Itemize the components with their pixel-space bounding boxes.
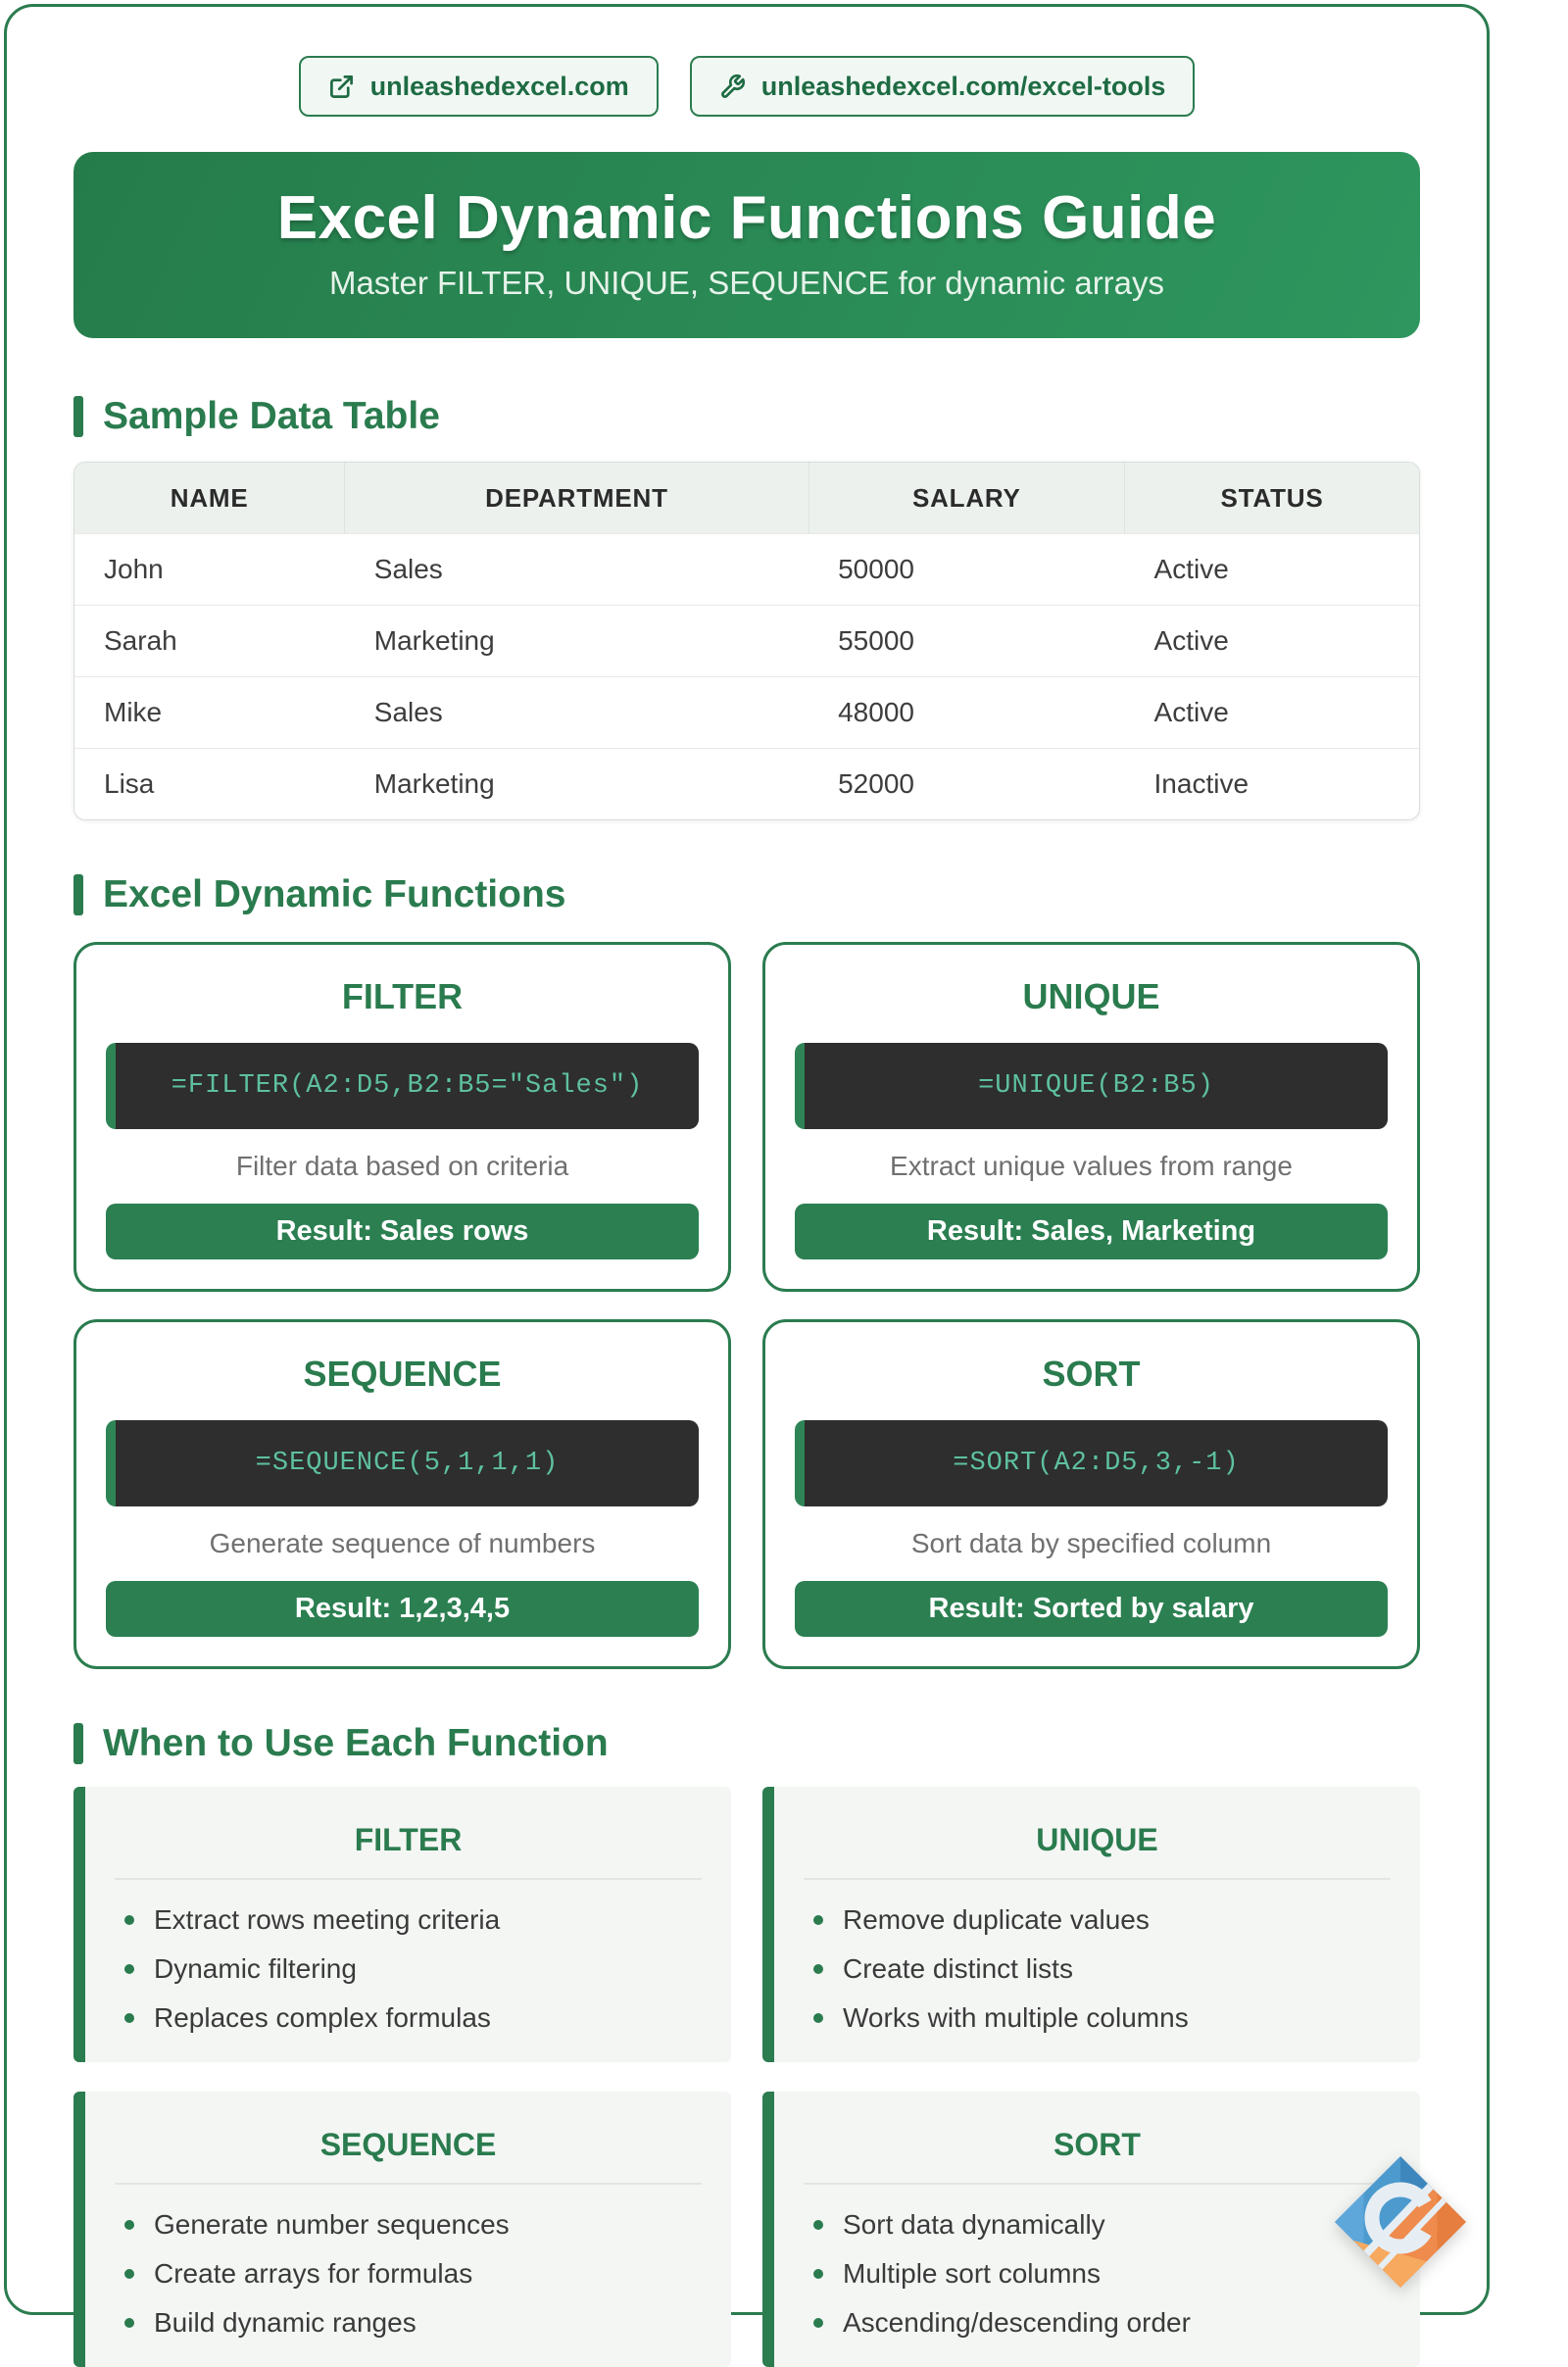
poster-border: [4, 4, 1490, 2338]
column-header-name: NAME: [74, 463, 345, 534]
cell-status: Active: [1125, 534, 1419, 606]
usage-point-list: [804, 1903, 1391, 2035]
result-badge: Result: Sales, Marketing: [795, 1204, 1388, 1259]
function-card-sort: [762, 1319, 1420, 1669]
usage-point: Remove duplicate values: [804, 1903, 1391, 1937]
cell-department: Sales: [345, 677, 808, 749]
table-row: [74, 606, 1419, 677]
formula-text: =UNIQUE(B2:B5): [978, 1071, 1214, 1101]
badge-row: [74, 56, 1420, 117]
function-cards-grid: [74, 942, 1420, 1669]
cell-name: Mike: [74, 677, 345, 749]
usage-point: Extract rows meeting criteria: [115, 1903, 702, 1937]
external-link-icon: [328, 74, 355, 100]
usage-point: Ascending/descending order: [804, 2306, 1391, 2340]
formula-code-block: [106, 1043, 699, 1129]
usage-point: Dynamic filtering: [115, 1952, 702, 1986]
divider: [115, 2183, 702, 2185]
cell-name: Sarah: [74, 606, 345, 677]
usage-point-list: [115, 1903, 702, 2035]
table-row: [74, 749, 1419, 820]
usage-card-sequence: [74, 2092, 731, 2367]
function-card-filter: [74, 942, 731, 1292]
logo-diamond: [1335, 2156, 1466, 2288]
formula-code-block: [795, 1420, 1388, 1506]
function-card-unique: [762, 942, 1420, 1292]
sample-data-heading-label: Sample Data Table: [103, 395, 440, 437]
function-card-title: UNIQUE: [1022, 976, 1160, 1016]
usage-point: Generate number sequences: [115, 2208, 702, 2242]
usage-card-title: SORT: [1054, 2127, 1141, 2162]
function-card-sequence: [74, 1319, 731, 1669]
cell-department: Marketing: [345, 606, 808, 677]
function-description: Filter data based on criteria: [235, 1151, 569, 1181]
column-header-status: STATUS: [1125, 463, 1419, 534]
cell-salary: 55000: [808, 606, 1124, 677]
usage-point-list: [115, 2208, 702, 2340]
formula-text: =FILTER(A2:D5,B2:B5="Sales"): [171, 1071, 644, 1101]
formula-code-block: [795, 1043, 1388, 1129]
heading-accent-bar: [74, 1723, 83, 1764]
usage-point: Sort data dynamically: [804, 2208, 1391, 2242]
cell-salary: 52000: [808, 749, 1124, 820]
cell-status: Active: [1125, 606, 1419, 677]
formula-code-block: [106, 1420, 699, 1506]
page-title: Excel Dynamic Functions Guide: [276, 184, 1217, 252]
result-badge: Result: Sorted by salary: [795, 1581, 1388, 1637]
divider: [115, 1878, 702, 1880]
formula-text: =SORT(A2:D5,3,-1): [953, 1449, 1240, 1478]
usage-card-filter: [74, 1787, 731, 2062]
usage-point: Replaces complex formulas: [115, 2001, 702, 2035]
cell-department: Marketing: [345, 749, 808, 820]
table-row: [74, 677, 1419, 749]
usage-heading: [74, 1720, 1420, 1767]
header-banner: [74, 152, 1420, 338]
website-badge-label: unleashedexcel.com: [369, 71, 629, 101]
divider: [804, 2183, 1391, 2185]
usage-point-list: [804, 2208, 1391, 2340]
usage-card-title: UNIQUE: [1036, 1822, 1158, 1857]
cell-salary: 50000: [808, 534, 1124, 606]
table-row: [74, 534, 1419, 606]
function-description: Generate sequence of numbers: [209, 1528, 596, 1558]
cell-salary: 48000: [808, 677, 1124, 749]
wrench-icon: [719, 74, 746, 100]
usage-cards-grid: [74, 1787, 1420, 2367]
sample-data-heading: [74, 393, 1420, 440]
cell-status: Active: [1125, 677, 1419, 749]
function-card-title: SORT: [1042, 1354, 1141, 1394]
usage-card-title: SEQUENCE: [319, 2127, 497, 2162]
column-header-department: DEPARTMENT: [345, 463, 808, 534]
unleashedexcel-logo: [1335, 2156, 1466, 2288]
usage-point: Create distinct lists: [804, 1952, 1391, 1986]
tools-badge-label: unleashedexcel.com/excel-tools: [760, 71, 1166, 101]
usage-point: Works with multiple columns: [804, 2001, 1391, 2035]
usage-point: Create arrays for formulas: [115, 2257, 702, 2291]
usage-point: Multiple sort columns: [804, 2257, 1391, 2291]
function-card-title: FILTER: [341, 976, 464, 1016]
divider: [804, 1878, 1391, 1880]
website-badge[interactable]: [299, 56, 659, 117]
cell-status: Inactive: [1125, 749, 1419, 820]
logo-e-glyph: [1335, 2156, 1466, 2288]
sample-data-table: [74, 462, 1420, 820]
function-description: Extract unique values from range: [890, 1151, 1293, 1181]
result-badge: Result: 1,2,3,4,5: [106, 1581, 699, 1637]
table-header-row: [74, 463, 1419, 534]
usage-card-title: FILTER: [354, 1822, 463, 1857]
cell-name: Lisa: [74, 749, 345, 820]
column-header-salary: SALARY: [808, 463, 1124, 534]
cell-name: John: [74, 534, 345, 606]
usage-card-sort: [762, 2092, 1420, 2367]
heading-accent-bar: [74, 396, 83, 437]
functions-heading: [74, 871, 1420, 918]
usage-point: Build dynamic ranges: [115, 2306, 702, 2340]
result-badge: Result: Sales rows: [106, 1204, 699, 1259]
cell-department: Sales: [345, 534, 808, 606]
usage-card-unique: [762, 1787, 1420, 2062]
function-description: Sort data by specified column: [910, 1528, 1272, 1558]
heading-accent-bar: [74, 874, 83, 915]
page-subtitle: Master FILTER, UNIQUE, SEQUENCE for dynamic arrays: [328, 265, 1165, 301]
formula-text: =SEQUENCE(5,1,1,1): [255, 1449, 560, 1478]
usage-heading-label: When to Use Each Function: [103, 1722, 609, 1764]
function-card-title: SEQUENCE: [303, 1354, 502, 1394]
tools-badge[interactable]: [690, 56, 1196, 117]
functions-heading-label: Excel Dynamic Functions: [103, 873, 566, 915]
